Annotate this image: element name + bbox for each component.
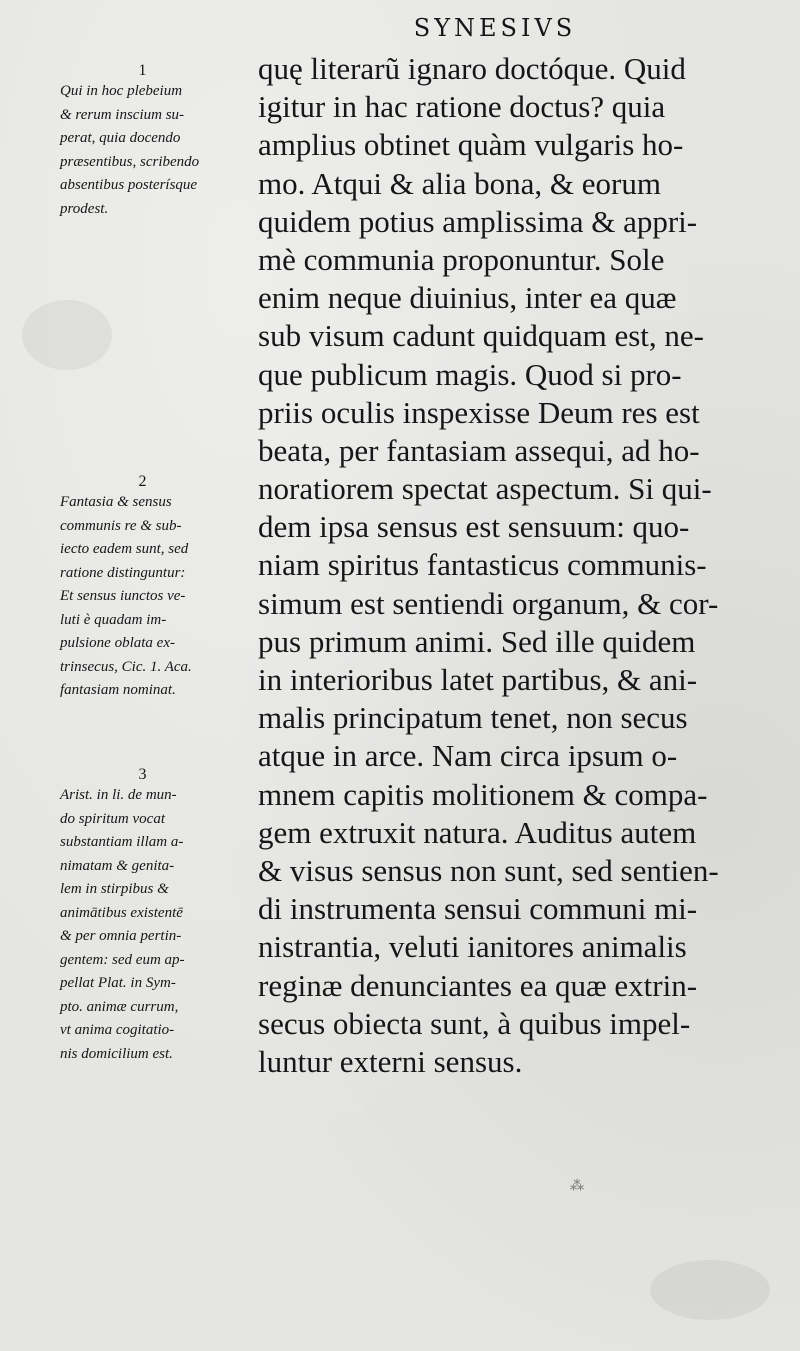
note-line: fantasiam nominat. [60,682,176,698]
note-line: trinsecus, Cic. 1. Aca. [60,658,192,675]
text-line: quę literarũ ignaro doctóque. Quid [258,51,686,86]
text-line: que publicum magis. Quod si pro- [258,356,682,392]
text-line: simum est sentiendi organum, & cor- [258,585,719,621]
note-line: absentibus posterísque [60,177,198,193]
text-line: atque in arce. Nam circa ipsum o- [258,738,678,774]
text-line: & visus sensus non sunt, sed sentien- [258,852,719,888]
text-line: mo. Atqui & alia bona, & eorum [258,165,661,201]
text-line: pus primum animi. Sed ille quidem [258,623,696,659]
text-line: beata, per fantasiam assequi, ad ho- [258,432,700,468]
note-line: nimatam & genita- [60,857,175,874]
text-line: di instrumenta sensui communi mi- [258,891,698,927]
note-line: Fantasia & sensus [60,494,172,510]
paper-stain [22,300,112,370]
note-line: lem in stirpibus & [60,881,169,897]
note-line: gentem: sed eum ap- [60,951,185,968]
note-line: iecto eadem sunt, sed [60,541,189,557]
text-line: malis principatum tenet, non secus [258,700,688,736]
text-line: in interioribus latet partibus, & ani- [258,662,698,697]
text-line: priis oculis inspexisse Deum res est [258,394,700,430]
text-line: amplius obtinet quàm vulgaris ho- [258,127,684,163]
note-number: 1 [138,62,147,79]
ornament-mark: ⁂ [570,1178,584,1194]
note-line: pulsione oblata ex- [60,635,175,651]
text-line: dem ipsa sensus est sensuum: quo- [258,509,690,545]
text-line: noratiorem spectat aspectum. Si qui- [258,471,712,507]
note-number: 3 [138,766,147,783]
text-line: mnem capitis molitionem & compa- [258,776,708,812]
marginal-note-3 [60,766,265,1066]
note-line: pellat Plat. in Sym- [60,975,176,991]
text-line: mè communia proponuntur. Sole [258,241,665,277]
note-line: Arist. in li. de mun- [60,787,177,803]
note-line: communis re & sub- [60,517,182,534]
note-line: Et sensus iunctos ve- [60,588,186,604]
note-line: præsentibus, scribendo [60,153,200,170]
note-number: 2 [138,473,147,490]
text-line: quidem potius amplissima & appri- [258,203,698,239]
text-line: niam spiritus fantasticus communis- [258,547,707,583]
text-line: sub visum cadunt quidquam est, ne- [258,318,704,354]
note-line: luti è quadam im- [60,611,167,628]
note-line: & per omnia pertin- [60,928,182,944]
note-line: do spiritum vocat [60,810,165,827]
text-line: igitur in hac ratione doctus? quia [258,89,666,125]
note-line: ratione distinguntur: [60,564,186,581]
text-line: nistrantia, veluti ianitores animalis [258,929,687,965]
note-line: & rerum inscium su- [60,106,185,123]
note-line: Qui in hoc plebeium [60,83,183,99]
note-line: prodest. [60,200,109,217]
note-line: nis domicilium est. [60,1045,173,1062]
note-line: animātibus existentē [60,904,183,921]
marginal-note-2 [60,473,265,703]
text-line: secus obiecta sunt, à quibus impel- [258,1005,691,1041]
note-line: pto. animæ currum, [60,998,179,1015]
text-line: reginæ denunciantes ea quæ extrin- [258,967,698,1003]
running-header: SYNESIVS [413,14,577,42]
main-text-block [258,50,783,1081]
paper-stain [650,1260,770,1320]
text-line: luntur externi sensus. [258,1043,523,1079]
text-line: gem extruxit natura. Auditus autem [258,814,697,850]
note-line: vt anima cogitatio- [60,1022,175,1038]
text-line: enim neque diuinius, inter ea quæ [258,280,677,316]
note-line: substantiam illam a- [60,834,184,850]
note-line: perat, quia docendo [60,130,181,146]
marginal-note-1 [60,62,265,221]
